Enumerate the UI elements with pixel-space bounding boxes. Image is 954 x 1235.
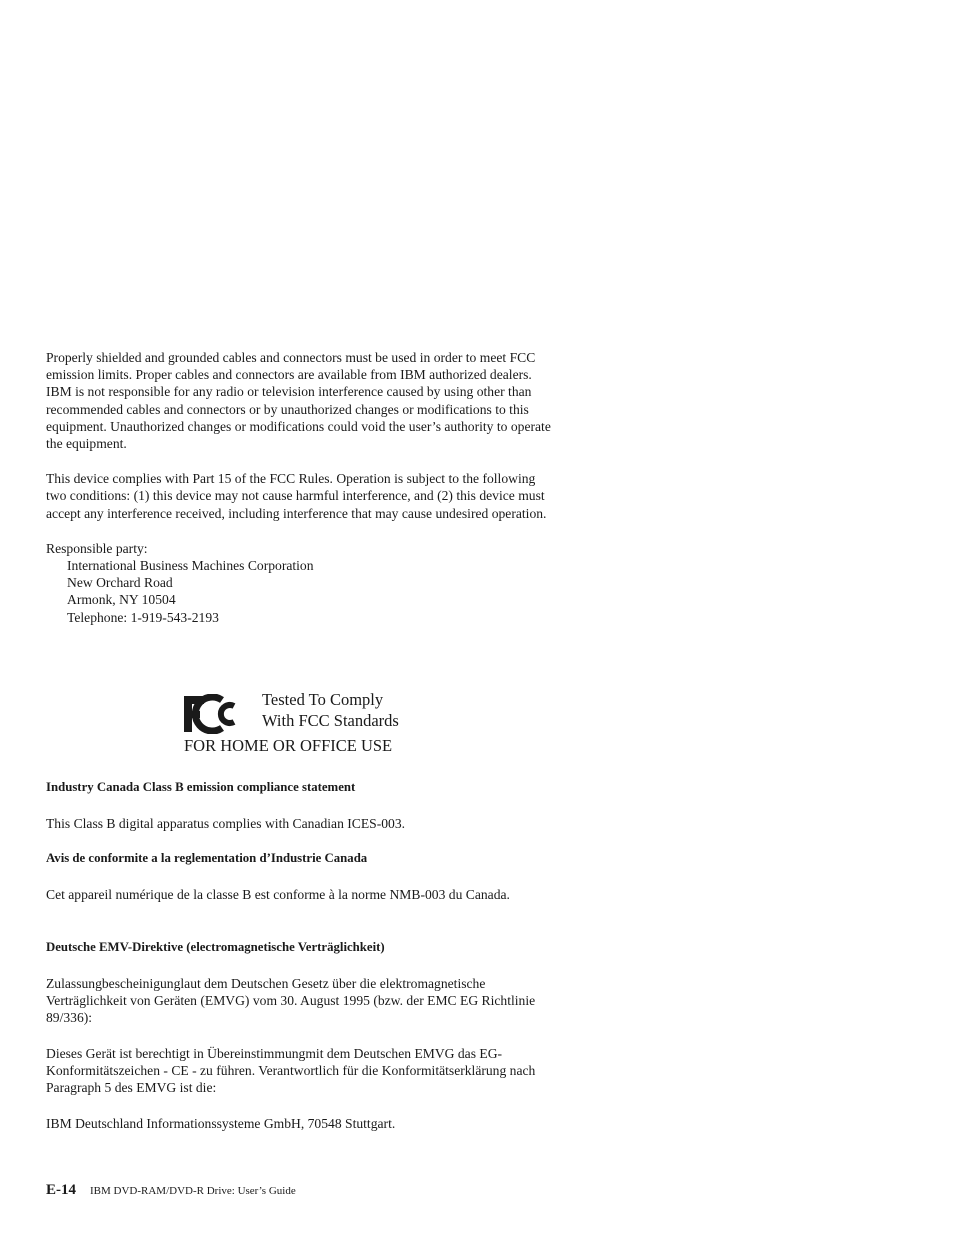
fcc-tested-line: Tested To Comply bbox=[262, 690, 384, 709]
deutsche-para1-block bbox=[46, 975, 556, 1027]
deutsche-para2-block bbox=[46, 1045, 556, 1097]
fcc-logo-icon bbox=[184, 694, 238, 734]
responsible-line: Armonk, NY 10504 bbox=[67, 592, 176, 608]
deutsche-para3-block bbox=[46, 1115, 556, 1132]
deutsche-heading: Deutsche EMV-Direktive (electromagnetische Verträglichkeit) bbox=[46, 940, 385, 954]
deutsche-para3: IBM Deutschland Informationssysteme GmbH, 70548 Stuttgart. bbox=[46, 1116, 396, 1131]
responsible-line: International Business Machines Corporation bbox=[67, 558, 314, 574]
footer-title: IBM DVD-RAM/DVD-R Drive: User’s Guide bbox=[90, 1185, 296, 1197]
avis-heading: Avis de conformite a la reglementation d’Industrie Canada bbox=[46, 851, 368, 865]
fcc-standards-line: With FCC Standards bbox=[262, 711, 399, 730]
deutsche-section bbox=[46, 939, 556, 956]
canada-heading: Industry Canada Class B emission compliance statement bbox=[46, 780, 356, 794]
deutsche-para1: Zulassungbescheinigunglaut dem Deutschen Gesetz über die elektromagnetische Verträglichkeit von Geräten (EMVG) vom 30. August 1995 (bzw. der EMC EG Richtlinie 89/336): bbox=[46, 976, 536, 1026]
responsible-party-label: Responsible party: bbox=[46, 540, 148, 556]
page-number: E-14 bbox=[46, 1182, 76, 1198]
fcc-part15-paragraph: This device complies with Part 15 of the FCC Rules. Operation is subject to the following two conditions: (1) this device may not cause harmful interference, and (2) this device must accept any interference received, including interference that may cause undesired operation. bbox=[46, 471, 547, 521]
page-footer bbox=[46, 1180, 296, 1201]
responsible-party bbox=[46, 540, 556, 626]
responsible-line: New Orchard Road bbox=[67, 575, 173, 591]
fcc-use-line: FOR HOME OR OFFICE USE bbox=[184, 736, 393, 755]
deutsche-para2: Dieses Gerät ist berechtigt in Übereinstimmungmit dem Deutschen EMVG das EG-Konformitätszeichen - CE - zu führen. Verantwortlich für die Konformitätserklärung nach Paragraph 5 des EMVG ist die: bbox=[46, 1046, 536, 1096]
avis-text: Cet appareil numérique de la classe B est conforme à la norme NMB-003 du Canada. bbox=[46, 887, 510, 902]
canada-text-block bbox=[46, 815, 556, 832]
responsible-line: Telephone: 1-919-543-2193 bbox=[67, 609, 219, 625]
main-text bbox=[46, 349, 556, 626]
fcc-cables-paragraph: Properly shielded and grounded cables and connectors must be used in order to meet FCC emission limits. Proper cables and connectors are available from IBM authorized dealers. IBM is not responsible for any radio or television interference caused by using other than recommended cables and connectors or by unauthorized changes or modifications to this equipment. Unauthorized changes or modifications could void the user’s authority to operate the equipment. bbox=[46, 350, 551, 452]
canada-section bbox=[46, 779, 556, 796]
avis-text-block bbox=[46, 886, 556, 903]
avis-section bbox=[46, 850, 556, 867]
canada-text: This Class B digital apparatus complies with Canadian ICES-003. bbox=[46, 816, 406, 831]
fcc-compliance-mark bbox=[184, 690, 424, 760]
